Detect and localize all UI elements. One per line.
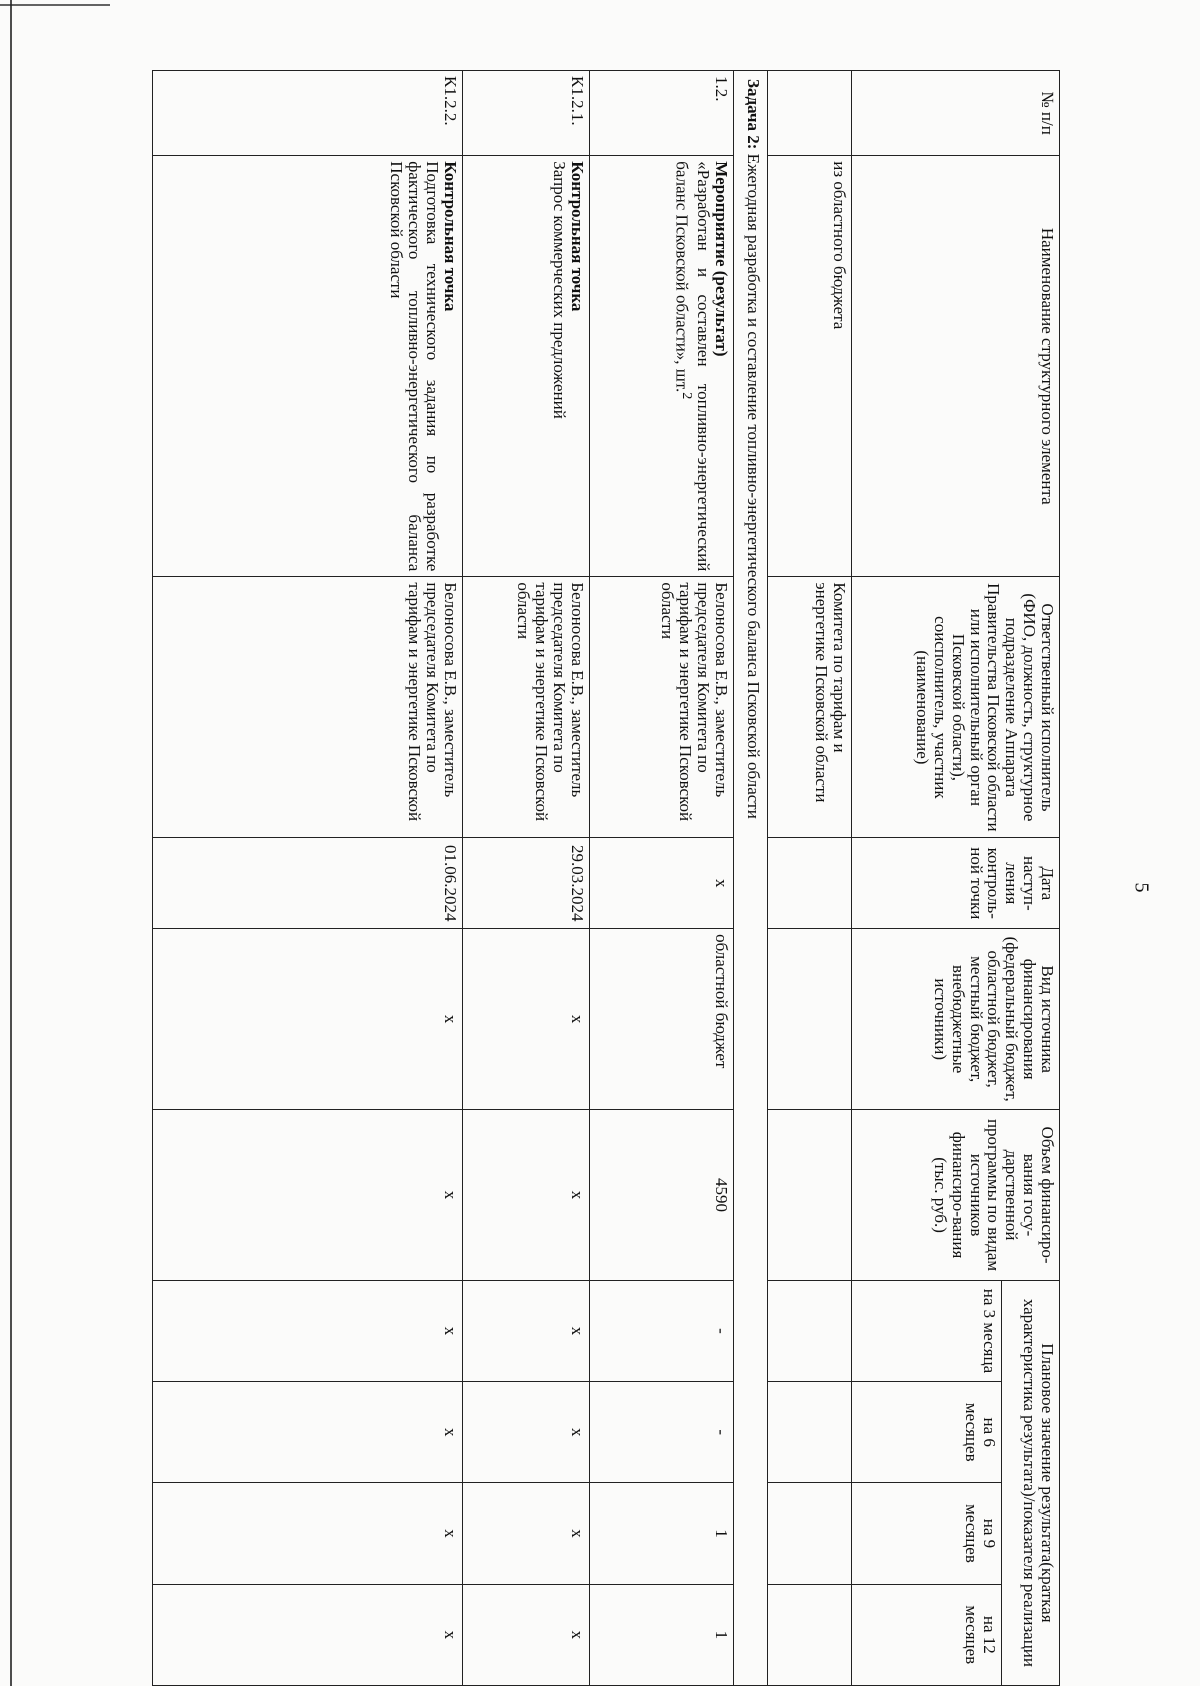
footnote-mark: 2: [679, 392, 696, 400]
header-volume: Объем финансиро-вания госу-дарственной программы по видам источников финансиро-вания (тыс. руб.): [852, 1110, 1060, 1281]
scan-edge-left: [10, 0, 12, 1686]
row-num: 1.2.: [590, 71, 734, 156]
header-m6: на 6 месяцев: [852, 1382, 1002, 1483]
row-executor: Комитета по тарифам и энергетике Псковской области: [768, 577, 852, 838]
scan-edge-top: [0, 4, 110, 6]
header-m12: на 12 месяцев: [852, 1584, 1002, 1685]
task-row: [734, 71, 768, 1686]
table-row: [463, 71, 590, 1686]
row-m9: 1: [590, 1483, 734, 1584]
row-m3: х: [153, 1280, 463, 1381]
rotated-table-sheet: [152, 70, 1060, 1686]
row-m12: х: [153, 1584, 463, 1685]
header-num: № п/п: [852, 71, 1060, 156]
row-date: х: [590, 838, 734, 929]
row-source: х: [463, 929, 590, 1110]
header-name: Наименование структурного элемента: [852, 156, 1060, 577]
row-num: К1.2.2.: [153, 71, 463, 156]
row-m6: -: [590, 1382, 734, 1483]
task-text: Ежегодная разработка и составление топливно-энергетического баланса Псковской области: [744, 149, 763, 819]
row-num: К1.2.1.: [463, 71, 590, 156]
row-volume: 4590: [590, 1110, 734, 1281]
row-m12: х: [463, 1584, 590, 1685]
row-m3: -: [590, 1280, 734, 1381]
row-name-bold: Мероприятие (результат): [712, 161, 731, 357]
row-name: из областного бюджета: [768, 156, 852, 577]
row-volume: х: [153, 1110, 463, 1281]
row-date: 29.03.2024: [463, 838, 590, 929]
row-name-bold: Контрольная точка: [568, 161, 587, 312]
row-name-text: «Разработан и составлен топливно-энергетический баланс Псковской области», шт.: [672, 161, 714, 572]
task-cell: [734, 71, 768, 1686]
header-date: Дата наступ-ления контроль-ной точки: [852, 838, 1060, 929]
row-volume: х: [463, 1110, 590, 1281]
row-source: х: [153, 929, 463, 1110]
plan-table: [152, 70, 1060, 1686]
header-m9: на 9 месяцев: [852, 1483, 1002, 1584]
table-row: [153, 71, 463, 1686]
row-date: 01.06.2024: [153, 838, 463, 929]
row-name-text: Запрос коммерческих предложений: [550, 161, 570, 419]
row-m12: 1: [590, 1584, 734, 1685]
row-name: [153, 156, 463, 577]
row-m6: х: [463, 1382, 590, 1483]
row-m9: х: [463, 1483, 590, 1584]
header-executor: Ответственный исполнитель (ФИО, должность, структурное подразделение Аппарата Правительства Псковской области или исполнительный орган Псковской области), соисполнитель, участник (наименование): [852, 577, 1060, 838]
row-m6: х: [153, 1382, 463, 1483]
table-row: [768, 71, 852, 1686]
row-name: [463, 156, 590, 577]
header-source: Вид источника финансирования (федеральный бюджет, областной бюджет, местный бюджет, внебюджетные источники): [852, 929, 1060, 1110]
row-name-text: Подготовка технического задания по разработке фактического топливно-энергетического баланса Псковской области: [387, 161, 443, 572]
row-source: областной бюджет: [590, 929, 734, 1110]
table-row: [590, 71, 734, 1686]
header-plan-group: Плановое значение результата(краткая характеристика результата)/показателя реализации: [1002, 1280, 1060, 1685]
row-name-bold: Контрольная точка: [441, 161, 460, 312]
row-m3: х: [463, 1280, 590, 1381]
header-m3: на 3 месяца: [852, 1280, 1002, 1381]
task-label: Задача 2:: [744, 79, 763, 150]
row-name: [590, 156, 734, 577]
page-number: 5: [1130, 882, 1153, 893]
row-executor: Белоносова Е.В., заместитель председателя Комитета по тарифам и энергетике Псковской области: [463, 577, 590, 838]
row-executor: Белоносова Е.В., заместитель председателя Комитета по тарифам и энергетике Псковской: [153, 577, 463, 838]
row-executor: Белоносова Е.В., заместитель председателя Комитета по тарифам и энергетике Псковской области: [590, 577, 734, 838]
header-row: [1002, 71, 1060, 1686]
row-m9: х: [153, 1483, 463, 1584]
